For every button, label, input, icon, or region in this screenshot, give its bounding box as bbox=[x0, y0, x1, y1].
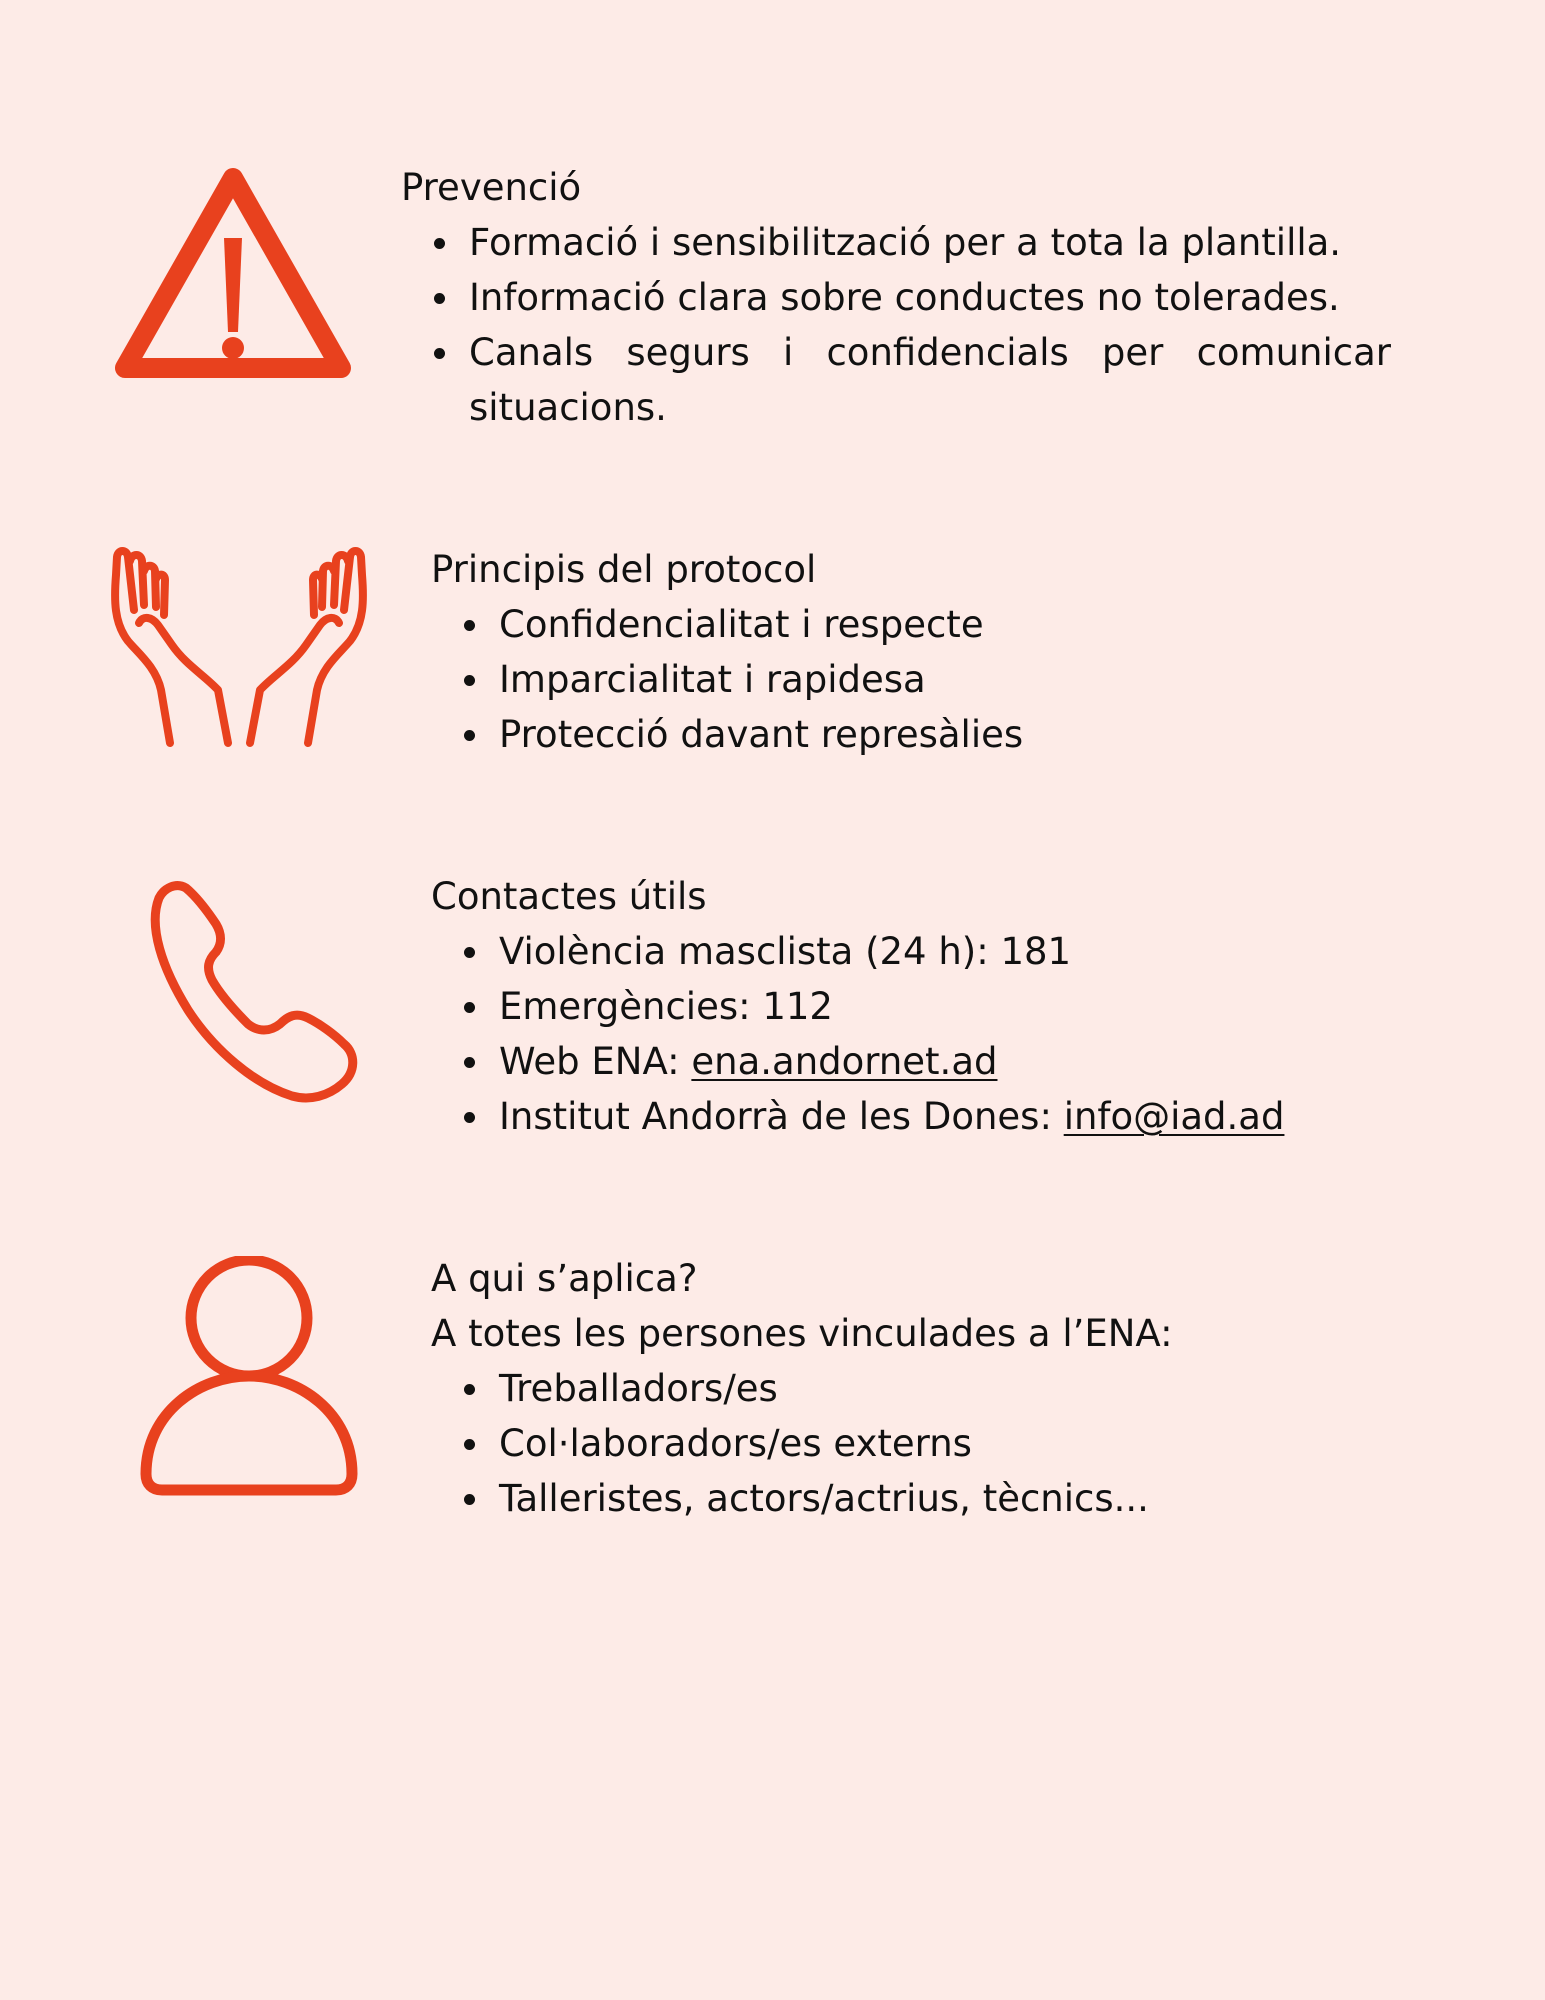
list-item: Confidencialitat i respecte bbox=[499, 597, 1391, 652]
list-item: Imparcialitat i rapidesa bbox=[499, 652, 1391, 707]
bullet-list bbox=[431, 924, 1431, 1144]
list-item: Formació i sensibilització per a tota la plantilla. bbox=[469, 215, 1391, 270]
web-label: Web ENA: bbox=[499, 1040, 692, 1083]
list-item-web bbox=[499, 1034, 1431, 1089]
list-item: Col·laboradors/es externs bbox=[499, 1416, 1391, 1471]
list-item: Canals segurs i confidencials per comunicar situacions. bbox=[469, 325, 1391, 435]
section-prevention bbox=[401, 160, 1391, 435]
institute-label: Institut Andorrà de les Dones: bbox=[499, 1095, 1064, 1138]
section-contacts bbox=[431, 869, 1431, 1144]
email-link[interactable]: info@iad.ad bbox=[1063, 1095, 1285, 1138]
section-title: A qui s’aplica? bbox=[431, 1257, 698, 1300]
list-item: Informació clara sobre conductes no tolerades. bbox=[469, 270, 1391, 325]
bullet-list bbox=[431, 597, 1391, 762]
warning-icon bbox=[108, 162, 358, 384]
open-hands-icon bbox=[108, 545, 370, 751]
list-item: Emergències: 112 bbox=[499, 979, 1431, 1034]
bullet-list bbox=[431, 1361, 1391, 1526]
list-item: Treballadors/es bbox=[499, 1361, 1391, 1416]
user-icon bbox=[138, 1256, 360, 1498]
section-principles bbox=[431, 542, 1391, 762]
list-item-institute bbox=[499, 1089, 1431, 1144]
section-subtitle: A totes les persones vinculades a l’ENA: bbox=[431, 1312, 1173, 1355]
section-scope bbox=[431, 1251, 1391, 1526]
section-title: Principis del protocol bbox=[431, 548, 817, 591]
bullet-list bbox=[401, 215, 1391, 435]
list-item: Violència masclista (24 h): 181 bbox=[499, 924, 1431, 979]
list-item: Protecció davant represàlies bbox=[499, 707, 1391, 762]
web-link[interactable]: ena.andornet.ad bbox=[691, 1040, 998, 1083]
section-title: Contactes útils bbox=[431, 875, 707, 918]
phone-icon bbox=[150, 878, 372, 1103]
section-title: Prevenció bbox=[401, 166, 582, 209]
list-item: Talleristes, actors/actrius, tècnics... bbox=[499, 1471, 1391, 1526]
